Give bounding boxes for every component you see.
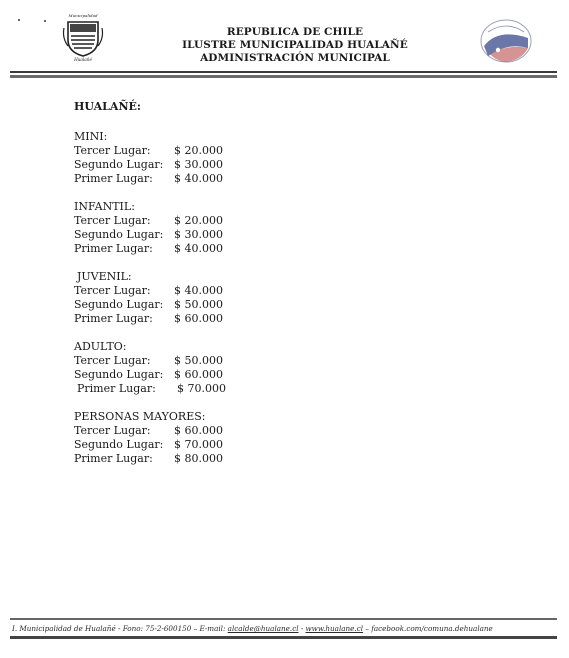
prize-row bbox=[74, 438, 257, 452]
prize-amount: $ 40.000 bbox=[174, 242, 223, 255]
prize-row bbox=[74, 354, 257, 368]
footer-divider bbox=[10, 618, 557, 620]
prize-list bbox=[74, 100, 257, 480]
prize-amount: $ 40.000 bbox=[174, 284, 223, 297]
letterhead-line-3: ADMINISTRACIÓN MUNICIPAL bbox=[200, 52, 390, 64]
prize-label: Tercer Lugar: bbox=[74, 284, 151, 297]
letterhead-line-1: REPUBLICA DE CHILE bbox=[226, 26, 364, 38]
prize-row bbox=[74, 298, 257, 312]
header-divider-thick bbox=[10, 75, 557, 78]
footer-facebook: – facebook.com/comuna.dehualane bbox=[363, 624, 493, 633]
letterhead-title bbox=[150, 26, 440, 65]
prize-label: Tercer Lugar: bbox=[74, 214, 151, 227]
prize-row bbox=[74, 452, 257, 466]
prize-label: Segundo Lugar: bbox=[74, 158, 164, 171]
prize-row bbox=[74, 144, 257, 158]
footer-divider-thick bbox=[10, 636, 557, 639]
category-personas-mayores bbox=[74, 410, 257, 466]
prize-row bbox=[74, 214, 257, 228]
prize-label: Segundo Lugar: bbox=[74, 438, 164, 451]
prize-row bbox=[74, 242, 257, 256]
header-divider bbox=[10, 71, 557, 73]
category-name: JUVENIL: bbox=[77, 270, 132, 283]
round-seal-icon bbox=[478, 18, 534, 64]
municipal-shield-icon bbox=[58, 12, 108, 62]
footer-website-link[interactable]: www.hualane.cl bbox=[305, 624, 364, 633]
prize-label: Primer Lugar: bbox=[77, 382, 156, 395]
prize-amount: $ 50.000 bbox=[174, 354, 223, 367]
prize-row bbox=[74, 312, 257, 326]
location-title: HUALAÑÉ: bbox=[74, 100, 141, 113]
category-name: MINI: bbox=[74, 130, 108, 143]
prize-label: Segundo Lugar: bbox=[74, 298, 164, 311]
prize-amount: $ 60.000 bbox=[174, 424, 223, 437]
prize-amount: $ 30.000 bbox=[174, 228, 223, 241]
logo-top-text: Municipalidad bbox=[68, 13, 98, 18]
prize-amount: $ 70.000 bbox=[174, 438, 223, 451]
prize-row bbox=[74, 158, 257, 172]
footer-email-link[interactable]: alcalde@hualane.cl bbox=[227, 624, 299, 633]
letterhead-line-2: ILUSTRE MUNICIPALIDAD HUALAÑÉ bbox=[182, 39, 408, 51]
prize-amount: $ 60.000 bbox=[174, 312, 223, 325]
prize-label: Tercer Lugar: bbox=[74, 144, 151, 157]
category-name: INFANTIL: bbox=[74, 200, 135, 213]
prize-amount: $ 20.000 bbox=[174, 144, 223, 157]
letterhead bbox=[0, 0, 569, 80]
prize-label: Segundo Lugar: bbox=[74, 368, 164, 381]
prize-row bbox=[74, 172, 257, 186]
prize-label: Segundo Lugar: bbox=[74, 228, 164, 241]
prize-amount: $ 60.000 bbox=[174, 368, 223, 381]
prize-label: Primer Lugar: bbox=[74, 312, 153, 325]
scan-speck bbox=[44, 20, 46, 22]
prize-amount: $ 20.000 bbox=[174, 214, 223, 227]
footer-prefix: I. Municipalidad de Hualañé - Fono: 75-2-600150 – E-mail: bbox=[12, 624, 228, 633]
category-adulto bbox=[74, 340, 257, 396]
prize-amount: $ 40.000 bbox=[174, 172, 223, 185]
prize-row bbox=[74, 368, 257, 382]
prize-label: Primer Lugar: bbox=[74, 242, 153, 255]
footer-separator: - bbox=[298, 624, 306, 633]
prize-row bbox=[74, 228, 257, 242]
category-mini bbox=[74, 130, 257, 186]
prize-row bbox=[74, 284, 257, 298]
prize-amount: $ 50.000 bbox=[174, 298, 223, 311]
prize-amount: $ 30.000 bbox=[174, 158, 223, 171]
prize-amount: $ 70.000 bbox=[177, 382, 226, 395]
prize-label: Primer Lugar: bbox=[74, 452, 153, 465]
category-infantil bbox=[74, 200, 257, 256]
prize-row bbox=[74, 424, 257, 438]
footer-contact bbox=[12, 624, 557, 634]
category-juvenil bbox=[74, 270, 257, 326]
category-name: ADULTO: bbox=[74, 340, 127, 353]
prize-row bbox=[74, 382, 257, 396]
prize-amount: $ 80.000 bbox=[174, 452, 223, 465]
scan-speck bbox=[18, 19, 20, 21]
prize-label: Primer Lugar: bbox=[74, 172, 153, 185]
prize-label: Tercer Lugar: bbox=[74, 424, 151, 437]
logo-bottom-text: Hualañé bbox=[74, 57, 92, 62]
category-name: PERSONAS MAYORES: bbox=[74, 410, 206, 423]
prize-label: Tercer Lugar: bbox=[74, 354, 151, 367]
